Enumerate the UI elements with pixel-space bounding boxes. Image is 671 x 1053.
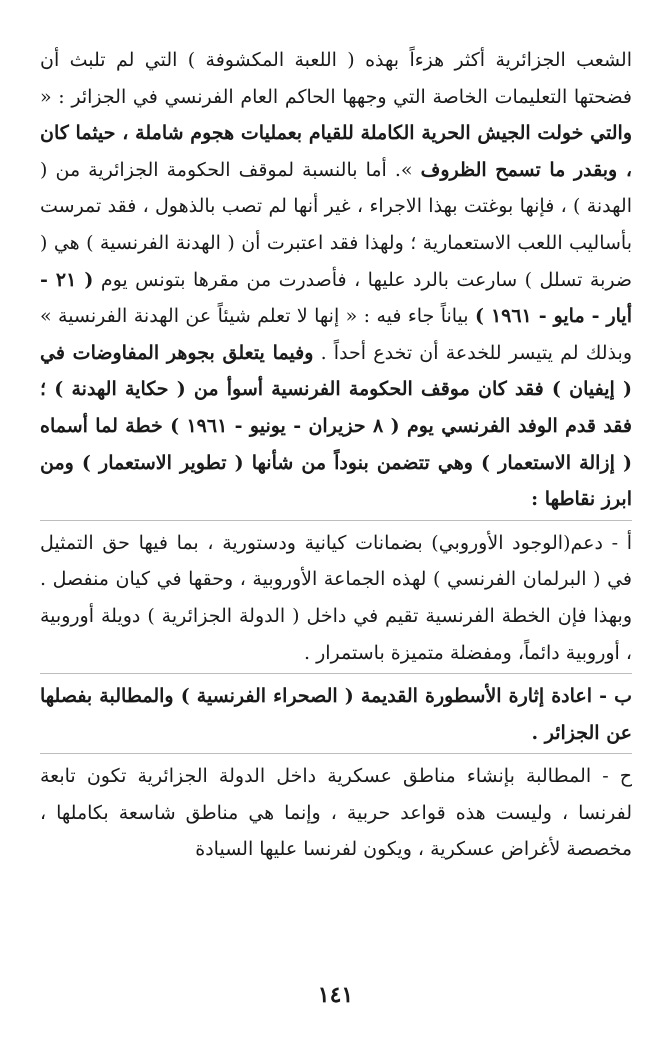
bold-date-segment: ( ٢١ - أيار - مايو - ١٩٦١ ) bbox=[40, 268, 632, 328]
text-segment: الشعب الجزائرية أكثر هزءاً بهذه ( اللعبة المكشوفة ) التي لم تلبث أن فضحتها التعليمات الخاصة التي وجهها الحاكم العام الفرنسي في الجزائر : « bbox=[40, 49, 632, 108]
page-number: ١٤١ bbox=[317, 982, 354, 1008]
text-segment: بياناً جاء فيه : « إنها لا تعلم شيئاً عن الهدنة الفرنسية » وبذلك لم يتيسر للخدعة أن تخدع أحداً . bbox=[40, 305, 632, 364]
bold-quote-segment: والتي خولت الجيش الحرية الكاملة للقيام بعمليات هجوم شاملة ، حيثما كان ، وبقدر ما تسمح الظروف bbox=[40, 122, 632, 181]
list-item-c: ح - المطالبة بإنشاء مناطق عسكرية داخل الدولة الجزائرية تكون تابعة لفرنسا ، وليست هذه قواعد حربية ، وإنما هي مناطق شاسعة بكاملها ، مخصصة لأغراض عسكرية ، ويكون لفرنسا عليها السيادة bbox=[40, 765, 632, 861]
section-divider bbox=[40, 673, 632, 674]
text-segment: ». أما بالنسبة لموقف الحكومة الجزائرية من ( الهدنة ) ، فإنها بوغتت بهذا الاجراء ، غير أنها لم تصب بالذهول ، فقد تمرست بأساليب اللعب الاستعمارية ؛ ولهذا فقد اعتبرت أن ( الهدنة الفرنسية ) هي ( ضربة تسلل ) سارعت بالرد عليها ، فأصدرت من مقرها بتونس يوم bbox=[40, 158, 632, 291]
page-body bbox=[40, 42, 632, 868]
bold-evian-segment: وفيما يتعلق بجوهر المفاوضات في ( إيفيان ) فقد كان موقف الحكومة الفرنسية أسوأ من ( حكاية الهدنة ) ؛ فقد قدم الوفد الفرنسي يوم ( ٨ حزيران - يونيو - ١٩٦١ ) خطة لما أسماه ( إزالة الاستعمار ) وهي تتضمن بنوداً من شأنها ( تطوير الاستعمار ) ومن ابرز نقاطها : bbox=[40, 341, 632, 511]
list-item-a: أ - دعم(الوجود الأوروبي) بضمانات كيانية ودستورية ، بما فيها حق التمثيل في ( البرلمان الفرنسي ) لهذه الجماعة الأوروبية ، وحقها في كيان منفصل . وبهذا فإن الخطة الفرنسية تقيم في داخل ( الدولة الجزائرية ) دويلة أوروبية ، أوروبية دائماً، ومفضلة متميزة باستمرار . bbox=[40, 531, 632, 664]
paragraph-intro bbox=[40, 42, 632, 518]
section-divider bbox=[40, 520, 632, 521]
list-item-b: ب - اعادة إثارة الأسطورة القديمة ( الصحراء الفرنسية ) والمطالبة بفصلها عن الجزائر . bbox=[40, 685, 632, 744]
section-divider bbox=[40, 753, 632, 754]
